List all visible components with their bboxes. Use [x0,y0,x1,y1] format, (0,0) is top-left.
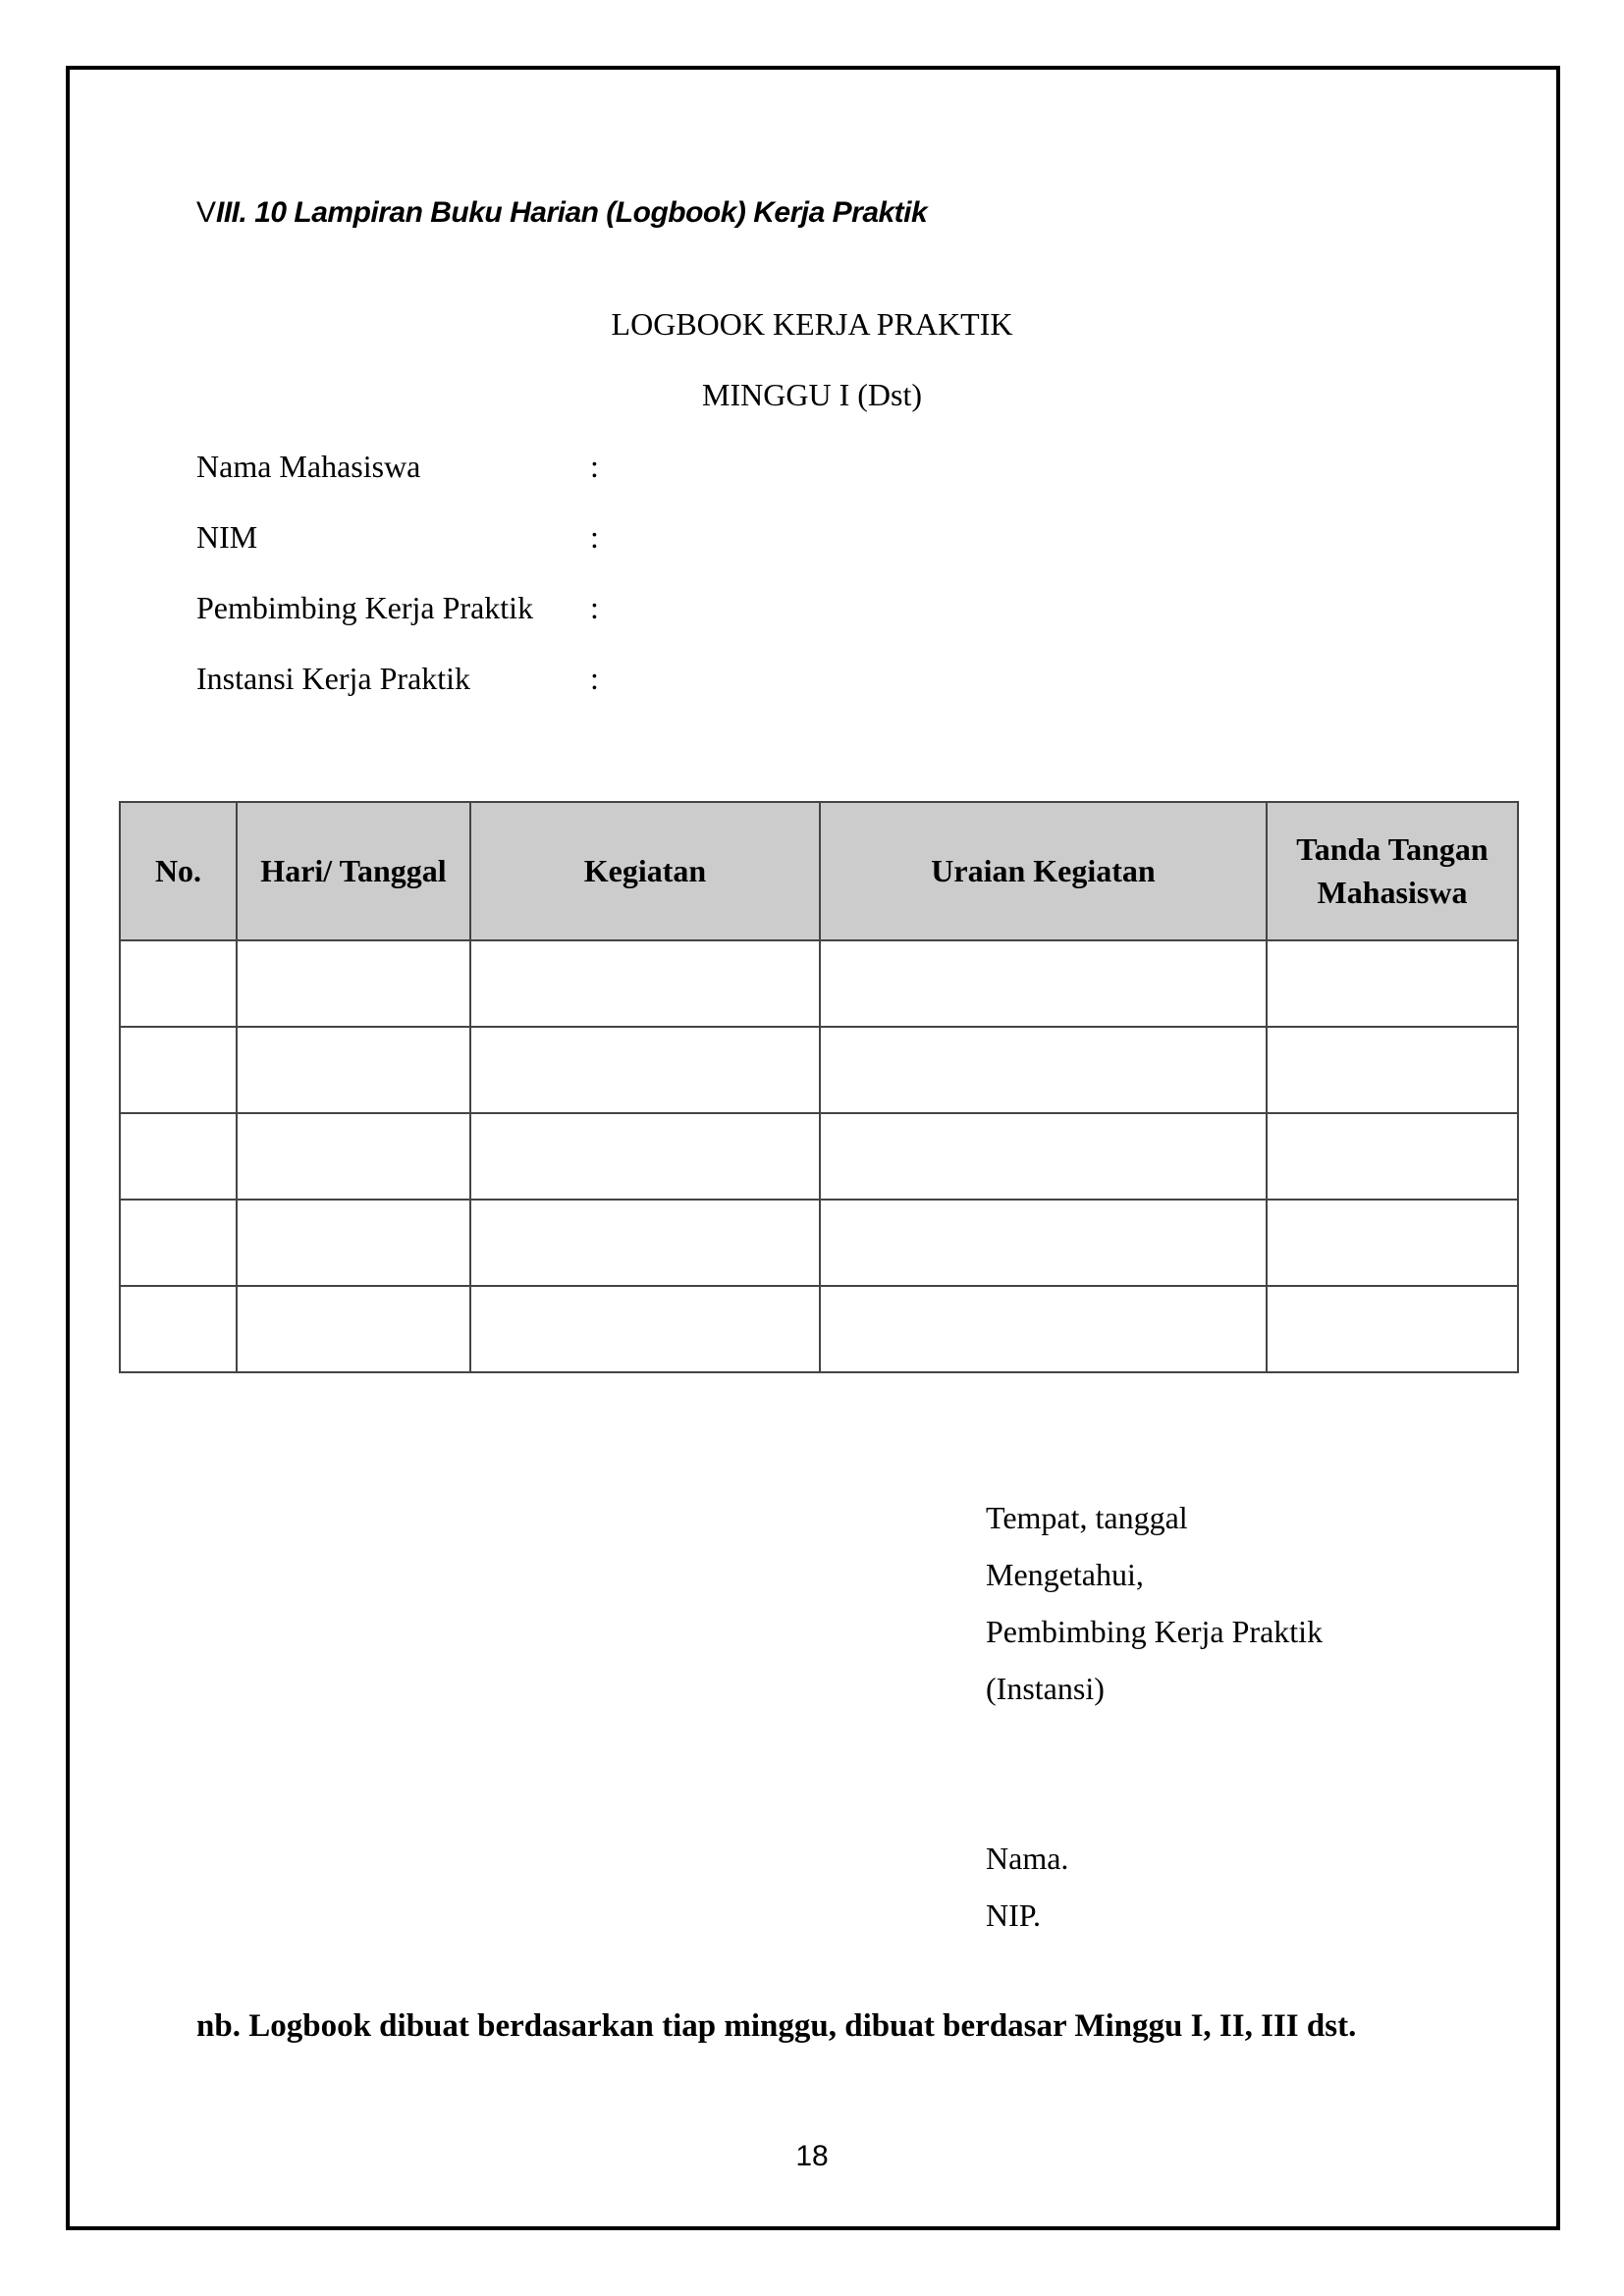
table-cell [120,1286,237,1372]
field-label: Instansi Kerja Praktik [196,661,471,696]
table-cell [120,1200,237,1286]
table-row [120,1200,1518,1286]
table-cell [820,1113,1267,1200]
table-row [120,1113,1518,1200]
table-cell [470,1027,820,1113]
footnote: nb. Logbook dibuat berdasarkan tiap minggu, dibuat berdasar Minggu I, II, III dst. [196,2008,1357,2044]
document-subtitle: MINGGU I (Dst) [702,377,922,412]
table-cell [470,940,820,1027]
logbook-table [119,801,1519,1373]
section-heading [196,196,927,230]
table-cell [1267,1286,1518,1372]
table-cell [237,1200,470,1286]
header-signature-line1: Tanda Tangan [1296,831,1489,868]
document-title: LOGBOOK KERJA PRAKTIK [611,306,1013,342]
header-activity: Kegiatan [470,802,820,940]
field-colon: : [590,519,599,555]
sign-nip: NIP. [986,1897,1042,1933]
table-cell [820,1027,1267,1113]
field-instansi [196,661,599,697]
table-row [120,940,1518,1027]
page-number: 18 [795,2140,829,2172]
table-cell [120,1113,237,1200]
table-cell [1267,1027,1518,1113]
table-cell [470,1200,820,1286]
table-cell [470,1113,820,1200]
field-label: Pembimbing Kerja Praktik [196,590,534,625]
field-colon: : [590,449,599,484]
header-description: Uraian Kegiatan [820,802,1267,940]
sign-institution: (Instansi) [986,1671,1105,1706]
field-nim [196,519,599,556]
table-cell [820,1200,1267,1286]
field-label: NIM [196,519,258,555]
table-cell [237,940,470,1027]
header-signature-line2: Mahasiswa [1317,874,1468,910]
table-cell [1267,1113,1518,1200]
sign-place-date: Tempat, tanggal [986,1500,1188,1535]
table-cell [120,940,237,1027]
sign-name: Nama. [986,1841,1069,1876]
header-date: Hari/ Tanggal [237,802,470,940]
sign-acknowledged: Mengetahui, [986,1557,1144,1592]
table-row [120,1027,1518,1113]
section-heading-text: III. 10 Lampiran Buku Harian (Logbook) Kerja Praktik [216,196,928,229]
header-no: No. [120,802,237,940]
table-cell [1267,1200,1518,1286]
header-signature [1267,802,1518,940]
table-cell [237,1027,470,1113]
field-label: Nama Mahasiswa [196,449,421,484]
table-cell [237,1286,470,1372]
table-cell [120,1027,237,1113]
table-header-row [120,802,1518,940]
table-cell [1267,940,1518,1027]
table-row [120,1286,1518,1372]
table-cell [820,940,1267,1027]
field-colon: : [590,590,599,625]
table-cell [237,1113,470,1200]
field-colon: : [590,661,599,696]
field-nama-mahasiswa [196,449,599,485]
sign-role: Pembimbing Kerja Praktik [986,1614,1324,1649]
field-pembimbing [196,590,599,626]
section-heading-lead: V [196,196,217,229]
table-cell [470,1286,820,1372]
table-cell [820,1286,1267,1372]
